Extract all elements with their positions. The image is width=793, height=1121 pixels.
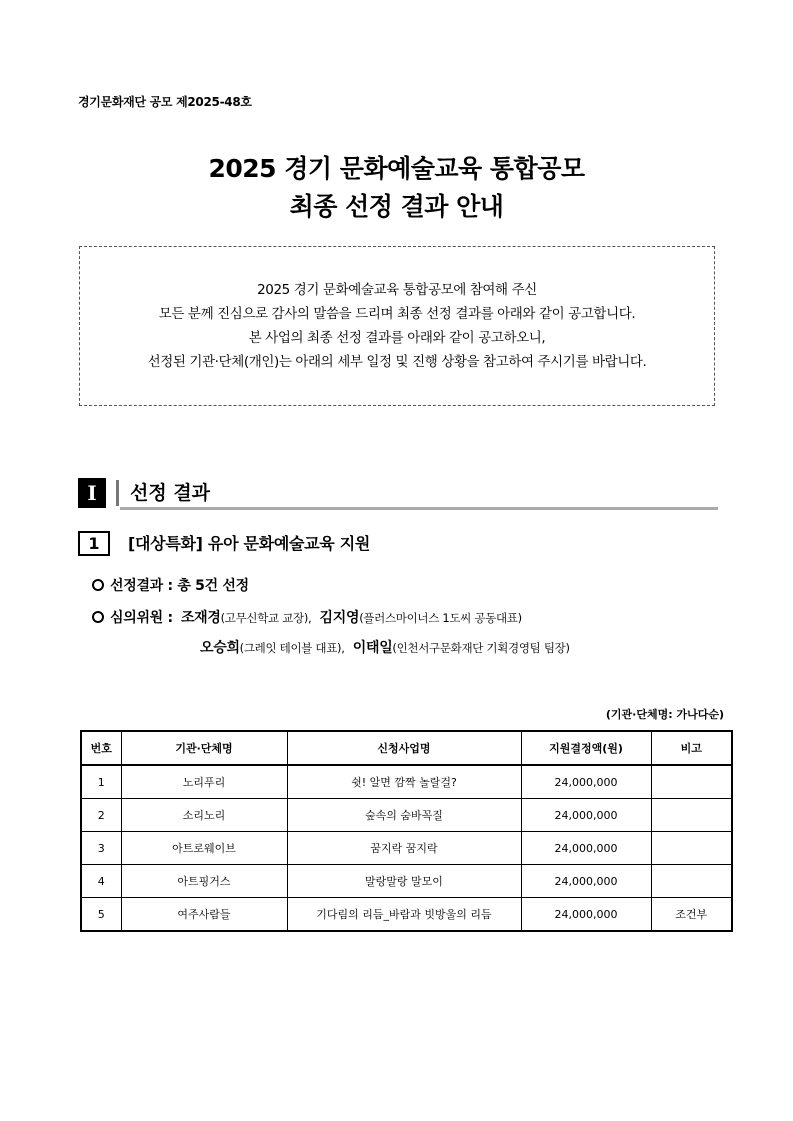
committee-member-name: 김지영: [319, 610, 360, 626]
intro-box: [79, 246, 715, 406]
column-header-remarks: 비고: [651, 731, 732, 765]
section-heading: [78, 478, 718, 510]
cell-number: 4: [81, 865, 121, 898]
intro-line-1: 2025 경기 문화예술교육 통합공모에 참여해 주신: [257, 282, 537, 298]
column-header-organization: 기관·단체명: [121, 731, 287, 765]
column-header-amount: 지원결정액(원): [521, 731, 651, 765]
committee-member-role: (인천서구문화재단 기획경영팀 팀장): [392, 641, 570, 655]
cell-remarks: [651, 799, 732, 832]
cell-organization: 노리푸리: [121, 765, 287, 799]
table-row: [81, 765, 732, 799]
sort-note: (기관·단체명: 가나다순): [605, 708, 724, 721]
cell-remarks: [651, 765, 732, 799]
section-divider-bar: [116, 480, 119, 506]
intro-line-2: 모든 분께 진심으로 감사의 말씀을 드리며 최종 선정 결과를 아래와 같이 공고합니다.: [158, 306, 636, 322]
table-row: [81, 865, 732, 898]
cell-number: 2: [81, 799, 121, 832]
cell-amount: 24,000,000: [521, 865, 651, 898]
cell-organization: 아트핑거스: [121, 865, 287, 898]
cell-amount: 24,000,000: [521, 799, 651, 832]
committee-label: 심의위원 :: [110, 610, 173, 626]
table-header-row: [81, 731, 732, 765]
section-underline: [120, 507, 718, 510]
committee-member-name: 오승희: [200, 640, 240, 656]
title-line-2: 최종 선정 결과 안내: [289, 192, 504, 221]
table-row: [81, 832, 732, 865]
subsection-title: [대상특화] 유아 문화예술교육 지원: [128, 534, 371, 553]
committee-member-name: 이태일: [352, 640, 393, 656]
cell-organization: 소리노리: [121, 799, 287, 832]
cell-organization: 아트로웨이브: [121, 832, 287, 865]
result-summary-text: 선정결과 : 총 5건 선정: [110, 578, 249, 594]
cell-project: 쉿! 알면 깜짝 놀랄걸?: [287, 765, 521, 799]
result-summary: [92, 576, 249, 596]
cell-amount: 24,000,000: [521, 898, 651, 932]
cell-number: 5: [81, 898, 121, 932]
title-line-1: 2025 경기 문화예술교육 통합공모: [208, 154, 585, 183]
table-row: [81, 898, 732, 932]
committee-line-1: [92, 608, 522, 628]
cell-project: 꿈지락 꿈지락: [287, 832, 521, 865]
committee-member-role: (그레잇 테이블 대표),: [239, 641, 345, 655]
cell-remarks: [651, 865, 732, 898]
table-row: [81, 799, 732, 832]
committee-line-2: [200, 638, 570, 658]
cell-amount: 24,000,000: [521, 832, 651, 865]
bullet-circle-icon: [92, 579, 104, 591]
column-header-project: 신청사업명: [287, 731, 521, 765]
cell-amount: 24,000,000: [521, 765, 651, 799]
cell-project: 말랑말랑 말모이: [287, 865, 521, 898]
committee-member-role: (고무신학교 교장),: [220, 611, 312, 625]
cell-project: 기다림의 리듬_바람과 빗방울의 리듬: [287, 898, 521, 932]
intro-line-4: 선정된 기관·단체(개인)는 아래의 세부 일정 및 진행 상황을 참고하여 주시기를 바랍니다.: [147, 354, 647, 370]
intro-line-3: 본 사업의 최종 선정 결과를 아래와 같이 공고하오니,: [248, 330, 546, 346]
cell-number: 3: [81, 832, 121, 865]
subsection-number-badge: 1: [78, 531, 110, 556]
cell-organization: 여주사람들: [121, 898, 287, 932]
selection-results-table: [80, 730, 733, 932]
cell-remarks: [651, 832, 732, 865]
document-title: [0, 150, 793, 226]
section-title: 선정 결과: [130, 482, 211, 504]
section-number-badge: I: [78, 478, 106, 508]
committee-member-role: (플러스마이너스 1도씨 공동대표): [359, 611, 522, 625]
column-header-number: 번호: [81, 731, 121, 765]
cell-project: 숲속의 숨바꼭질: [287, 799, 521, 832]
cell-number: 1: [81, 765, 121, 799]
cell-remarks: 조건부: [651, 898, 732, 932]
committee-member-name: 조재경: [180, 610, 221, 626]
bullet-circle-icon: [92, 611, 104, 623]
notice-number: 경기문화재단 공모 제2025-48호: [78, 95, 252, 109]
